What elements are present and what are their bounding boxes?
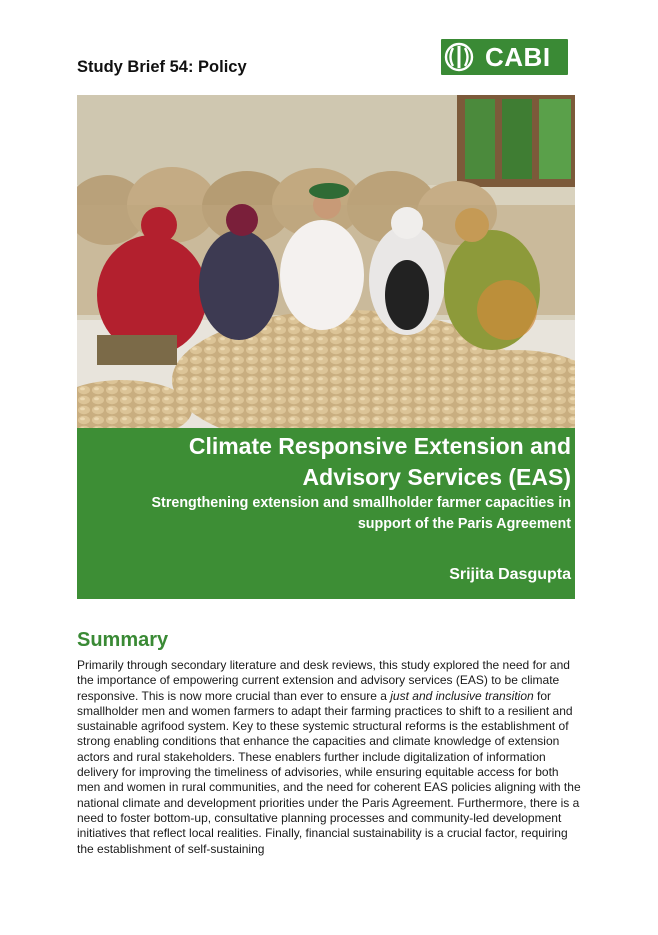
summary-text-1: Primarily through secondary literature and desk reviews, this study explored the need for and the importance of empowering current extension and advisory services (EAS) to be climate responsive. This is now more crucial than ever to ensure a (77, 658, 570, 703)
summary-heading: Summary (77, 629, 169, 651)
logo-text: CABI (485, 42, 551, 72)
summary-paragraph (77, 658, 585, 857)
brief-title (91, 431, 571, 493)
summary-text-2: for smallholder men and women farmers to adapt their farming practices to shift to a resilient and sustainable agrifood system. Key to these systemic structural reforms is the establishment of strong enabling conditions that enhance the capacities and climate knowledge of extension actors and rural stakeholders. These enablers further include digitalization of information delivery for improving the timeliness of advisories, while ensuring equitable access for both men and women in rural communities, and the need for coherent EAS policies aligning with the national climate and development priorities under the Paris Agreement. Furthermore, there is a need to foster bottom-up, consultative planning processes and community-led development initiatives that reflect local realities. Finally, financial sustainability is a crucial factor, requiring the establishment of self-sustaining (77, 688, 581, 856)
title-line-2: Advisory Services (EAS) (302, 464, 571, 490)
cabi-emblem-icon (444, 42, 480, 72)
photo-women-sorting-potatoes-icon (77, 95, 575, 428)
study-brief-label: Study Brief 54: Policy (77, 58, 247, 76)
subtitle-line-2: support of the Paris Agreement (357, 516, 571, 532)
summary-text-italic: just and inclusive transition (390, 688, 534, 703)
author-name: Srijita Dasgupta (449, 566, 571, 583)
title-banner (77, 428, 575, 599)
hero-photo (77, 95, 575, 428)
subtitle-line-1: Strengthening extension and smallholder farmer capacities in (151, 495, 571, 511)
title-line-1: Climate Responsive Extension and (188, 433, 571, 459)
cabi-logo (441, 39, 568, 75)
brief-subtitle (101, 493, 571, 535)
